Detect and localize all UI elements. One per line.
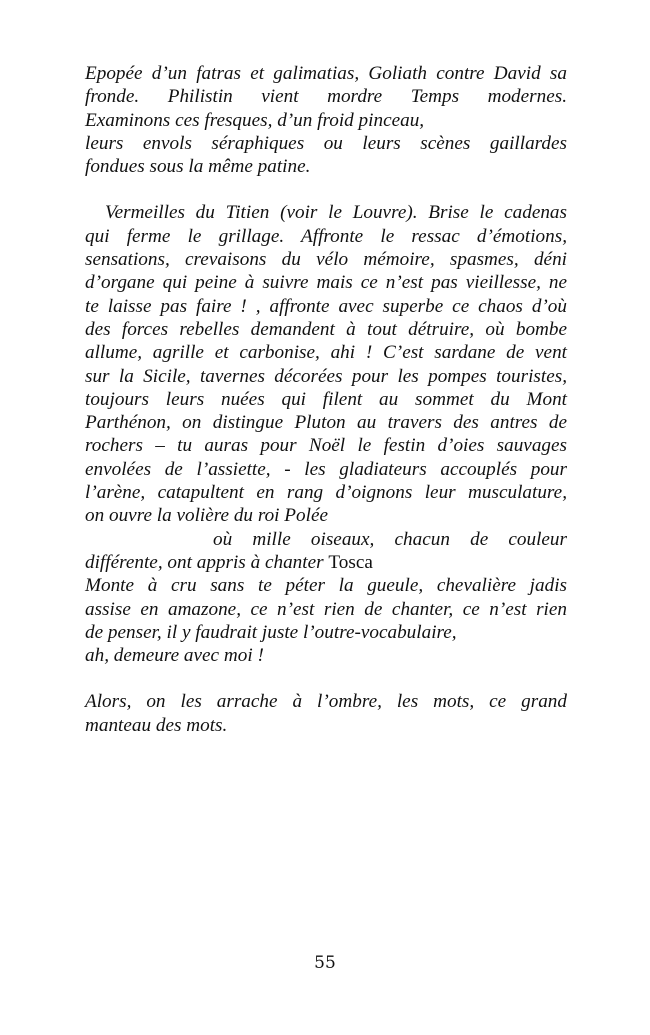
page-text	[85, 62, 567, 737]
text-line: Vermeilles du Titien (voir le Louvre). Brise le cadenas	[105, 202, 567, 224]
page-number: 55	[314, 953, 336, 973]
text-line: fronde. Philistin vient mordre Temps modernes.	[85, 86, 567, 108]
text-line: Examinons ces fresques, d’un froid pinceau,	[85, 109, 425, 131]
text-line: Epopée d’un fatras et galimatias, Goliath contre David sa	[85, 63, 567, 84]
text-line: on ouvre la volière du roi Polée	[85, 505, 328, 527]
text-line: Monte à cru sans te péter la gueule, chevalière jadis	[85, 575, 567, 597]
text-line: allume, agrille et carbonise, ahi ! C’est sardane de vent	[85, 342, 567, 364]
text-line: où mille oiseaux, chacun de couleur	[213, 528, 567, 550]
text-line: l’arène, catapultent en rang d’oignons leur musculature,	[85, 482, 567, 504]
text-line: Alors, on les arrache à l’ombre, les mots, ce grand	[85, 691, 567, 713]
text-line: Parthénon, on distingue Pluton au travers des antres de	[85, 412, 567, 434]
text-line: toujours leurs nuées qui filent au sommet du Mont	[85, 388, 567, 410]
text-line: assise en amazone, ce n’est rien de chanter, ce n’est rien	[85, 598, 567, 620]
text-line: qui ferme le grillage. Affronte le ressac d’émotions,	[85, 225, 567, 247]
paragraph-1	[85, 62, 567, 178]
opera-title: Tosca	[328, 551, 373, 573]
text-line: de penser, il y faudrait juste l’outre-vocabulaire,	[85, 621, 457, 643]
paragraph-2	[85, 201, 567, 667]
paragraph-3	[85, 690, 567, 737]
text-line: manteau des mots.	[85, 714, 228, 736]
text-line: fondues sous la même patine.	[85, 156, 311, 178]
text-line: sensations, crevaisons du vélo mémoire, spasmes, déni	[85, 249, 567, 271]
text-line	[85, 551, 567, 574]
text-line: ah, demeure avec moi !	[85, 645, 264, 667]
text-line: envolées de l’assiette, - les gladiateurs accouplés pour	[85, 458, 567, 480]
paragraph-gap	[85, 178, 567, 201]
text-line: des forces rebelles demandent à tout détruire, où bombe	[85, 318, 567, 340]
text-line: te laisse pas faire ! , affronte avec superbe ce chaos d’où	[85, 295, 567, 317]
text-line: rochers – tu auras pour Noël le festin d’oies sauvages	[85, 435, 567, 457]
text-line: d’organe qui peine à suivre mais ce n’est pas vieillesse, ne	[85, 272, 567, 294]
text-line: sur la Sicile, tavernes décorées pour les pompes touristes,	[85, 365, 567, 387]
text-fragment: différente, ont appris à chanter	[85, 551, 329, 573]
paragraph-gap	[85, 667, 567, 690]
text-line: leurs envols séraphiques ou leurs scènes gaillardes	[85, 132, 567, 154]
